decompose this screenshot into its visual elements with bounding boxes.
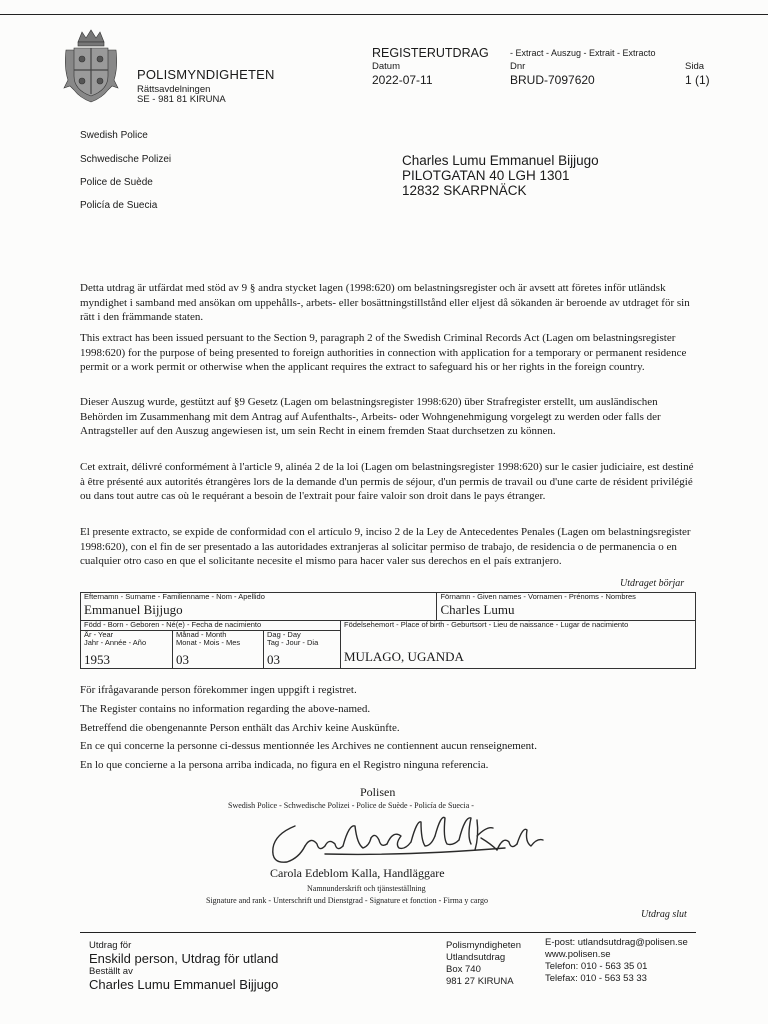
birthplace-cell (341, 621, 696, 669)
paragraph-french: Cet extrait, délivré conformément à l'article 9, alinéa 2 de la loi (Lagen om belastningsregister 1998:620) sur le casier judiciaire, est destiné à être présenté aux autorités étrangères lors de la demande d'un permis de séjour, d'un permis de travail ou d'une carte de résident privilégié ou dans tout autre cas où le requérant a besoin de l'extrait pour faire valoir son droit dans le pays étranger. (80, 461, 694, 503)
footer-contact-details (545, 937, 688, 985)
page-value: 1 (1) (685, 73, 710, 87)
statement-en: The Register contains no information regarding the above-named. (80, 703, 371, 715)
ref-value: BRUD-7097620 (510, 73, 595, 87)
date-label: Datum (372, 61, 400, 72)
footer-ordered-value: Charles Lumu Emmanuel Bijjugo (89, 977, 279, 992)
police-name-es: Policía de Suecia (80, 200, 158, 211)
day-label-alt: Tag - Jour - Dia (267, 638, 319, 647)
recipient-street: PILOTGATAN 40 LGH 1301 (402, 168, 570, 183)
ref-label: Dnr (510, 61, 526, 72)
extract-end-marker: Utdrag slut (641, 909, 687, 920)
birth-month-value: 03 (176, 651, 189, 667)
police-name-de: Schwedische Polizei (80, 154, 172, 165)
statement-de: Betreffend die obengenannte Person enthält das Archiv keine Auskünfte. (80, 722, 400, 734)
surname-label: Efternamn - Surname - Familienname - Nom - Apellido (84, 592, 265, 601)
org-dept: Rättsavdelningen (137, 84, 211, 95)
birth-year-cell (81, 630, 173, 668)
page-label: Sida (685, 61, 705, 72)
month-label-alt: Monat - Mois - Mes (176, 638, 241, 647)
given-names-cell (437, 593, 696, 621)
signature-caption-languages: Signature and rank - Unterschrift und Dienstgrad - Signature et fonction - Firma y cargo (206, 896, 488, 905)
recipient-address (402, 153, 599, 198)
police-name-en: Swedish Police (80, 130, 148, 141)
birth-year-value: 1953 (84, 651, 110, 667)
year-label: År - Year (84, 629, 114, 639)
org-address: SE - 981 81 KIRUNA (137, 94, 226, 105)
doc-title-languages: - Extract - Auszug - Extrait - Extracto (510, 48, 656, 58)
footer-contact-box: Box 740 (446, 964, 481, 975)
footer-for-label: Utdrag för (89, 940, 132, 951)
signature-org: Polisen (360, 785, 396, 799)
handwritten-signature (265, 806, 550, 872)
recipient-name: Charles Lumu Emmanuel Bijjugo (402, 153, 599, 168)
footer-contact-city: 981 27 KIRUNA (446, 976, 514, 987)
footer-contact-org: Polismyndigheten (446, 940, 521, 951)
footer-fax: Telefax: 010 - 563 53 33 (545, 973, 647, 984)
police-name-fr: Police de Suède (80, 177, 153, 188)
day-label: Dag - Day (267, 629, 301, 639)
born-label: Född - Born - Geboren - Né(e) - Fecha de nacimiento (84, 620, 262, 629)
coat-of-arms-icon (60, 28, 122, 104)
org-name: POLISMYNDIGHETEN (137, 67, 275, 82)
given-names-label: Förnamn - Given names - Vornamen - Prénoms - Nombres (440, 592, 636, 601)
statement-fr: En ce qui concerne la personne ci-dessus mentionnée les Archives ne contiennent aucun renseignement. (80, 740, 537, 752)
footer-contact-unit: Utlandsutdrag (446, 952, 506, 963)
paragraph-swedish: Detta utdrag är utfärdat med stöd av 9 § andra stycket lagen (1998:620) om belastningsregister och är avsett att företes inför utländsk myndighet i samband med ansökan om uppehålls-, arbets- eller bosättningstillstånd eller eljest då sökanden är beroende av utdraget för sin rätt i den främmande staten. (80, 282, 690, 324)
signatory-name: Carola Edeblom Kalla, Handläggare (270, 866, 445, 880)
org-department (137, 85, 226, 105)
born-header-cell (81, 621, 341, 631)
surname-cell (81, 593, 437, 621)
birth-day-value: 03 (267, 651, 280, 667)
birthplace-value: MULAGO, UGANDA (344, 648, 464, 664)
footer-for-value: Enskild person, Utdrag för utland (89, 951, 279, 966)
month-label: Månad - Month (176, 629, 227, 639)
doc-title: REGISTERUTDRAG (372, 46, 489, 60)
signature-caption-sv: Namnunderskrift och tjänsteställning (307, 884, 426, 893)
statement-sv: För ifrågavarande person förekommer ingen uppgift i registret. (80, 684, 357, 696)
footer-ordered-label: Beställt av (89, 966, 133, 977)
given-names-value: Charles Lumu (440, 601, 515, 617)
birth-day-cell (264, 630, 341, 668)
birth-month-cell (173, 630, 264, 668)
footer-rule (80, 932, 696, 933)
personal-record-table (80, 592, 696, 669)
extract-start-marker: Utdraget börjar (620, 578, 685, 589)
top-rule (0, 14, 768, 15)
year-label-alt: Jahr - Année - Año (84, 638, 147, 647)
date-value: 2022-07-11 (372, 73, 433, 87)
recipient-city: 12832 SKARPNÄCK (402, 183, 527, 198)
signature-org-languages: Swedish Police - Schwedische Polizei - Police de Suède - Policía de Suecia - (228, 801, 474, 810)
surname-value: Emmanuel Bijjugo (84, 601, 183, 617)
paragraph-spanish: El presente extracto, se expide de conformidad con el artículo 9, inciso 2 de la Ley de Antecedentes Penales (Lagen om belastningsregister 1998:620), con el fin de ser presentado a las autoridades extranjeras al solicitar permiso de trabajo, de residencia o de permanencia o en cualquier otro caso en que el solicitante necesite el mismo para hacer valer sus derechos en el país extranjero. (80, 526, 691, 568)
footer-web: www.polisen.se (545, 949, 611, 960)
paragraph-german: Dieser Auszug wurde, gestützt auf §9 Gesetz (Lagen om belastningsregister 1998:620) über Strafregister erstellt, um ausländischen Behörden im Zusammenhang mit dem Antrag auf Aufenthalts-, Arbeits- oder Wohngenehmigung vorgelegt zu werden oder falls der Antragsteller auf den Auszug angewiesen ist, um sein Recht in einem fremden Staat durchsetzen zu können. (80, 396, 661, 438)
footer-phone: Telefon: 010 - 563 35 01 (545, 961, 648, 972)
footer-postal-address (446, 940, 521, 988)
footer-email: E-post: utlandsutdrag@polisen.se (545, 937, 688, 948)
birthplace-label: Födelsehemort - Place of birth - Geburtsort - Lieu de naissance - Lugar de nacimiento (344, 620, 629, 629)
statement-es: En lo que concierne a la persona arriba indicada, no figura en el Registro ninguna referencia. (80, 759, 489, 771)
paragraph-english: This extract has been issued persuant to the Section 9, paragraph 2 of the Swedish Criminal Records Act (Lagen om belastningsregister 1998:620) for the purpose of being presented to foreign authorities in connection with application for a temporary or permanent residence permit or a work permit or otherwise when the applicant requires the extract to safeguard his or her rights in the foreign country. (80, 332, 687, 374)
